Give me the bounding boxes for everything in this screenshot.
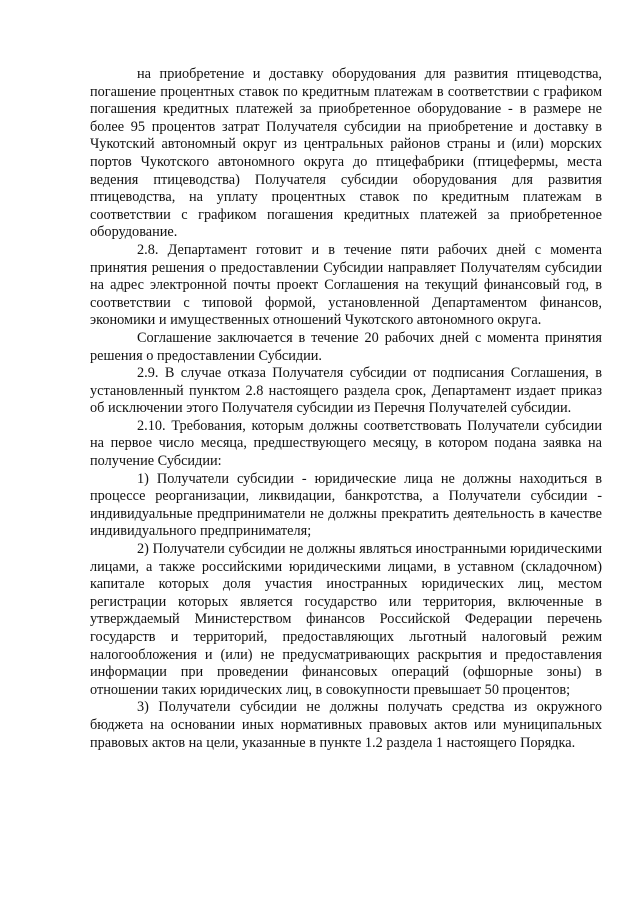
paragraph-agreement-term: Соглашение заключается в течение 20 рабочих дней с момента принятия решения о предоставлении Субсидии. — [90, 329, 602, 364]
paragraph-2-8: 2.8. Департамент готовит и в течение пяти рабочих дней с момента принятия решения о предоставлении Субсидии направляет Получателям субсидии на адрес электронной почты проект Соглашения на текущий финансовый год, в соответствии с типовой формой, установленной Департаментом финансов, экономики и имущественных отношений Чукотского автономного округа. — [90, 241, 602, 329]
document-page — [90, 66, 602, 752]
paragraph-continuation: на приобретение и доставку оборудования для развития птицеводства, погашение процентных ставок по кредитным платежам в соответствии с графиком погашения кредитных платежей за приобретенное оборудование - в размере не более 95 процентов затрат Получателя субсидии на приобретение и доставку в Чукотский автономный округ из центральных районов страны и (или) морских портов Чукотского автономного округа до птицефабрики (птицефермы, места ведения птицеводства) Получателя субсидии оборудования для развития птицеводства, на уплату процентных ставок по кредитным платежам в соответствии с графиком погашения кредитных платежей за приобретенное оборудование. — [90, 66, 602, 241]
paragraph-2-10: 2.10. Требования, которым должны соответствовать Получатели субсидии на первое число месяца, предшествующего месяцу, в котором подана заявка на получение Субсидии: — [90, 417, 602, 470]
paragraph-requirement-2: 2) Получатели субсидии не должны являться иностранными юридическими лицами, а также российскими юридическими лицами, в уставном (складочном) капитале которых доля участия иностранных юридических лиц, местом регистрации которых является государство или территория, включенные в утверждаемый Министерством финансов Российской Федерации перечень государств и территорий, предоставляющих льготный налоговый режим налогообложения и (или) не предусматривающих раскрытия и предоставления информации при проведении финансовых операций (офшорные зоны) в отношении таких юридических лиц, в совокупности превышает 50 процентов; — [90, 541, 602, 698]
paragraph-2-9: 2.9. В случае отказа Получателя субсидии от подписания Соглашения, в установленный пунктом 2.8 настоящего раздела срок, Департамент издает приказ об исключении этого Получателя субсидии из Перечня Получателей субсидии. — [90, 365, 602, 417]
paragraph-requirement-1: 1) Получатели субсидии - юридические лица не должны находиться в процессе реорганизации, ликвидации, банкротства, а Получатели субсидии - индивидуальные предприниматели не должны прекратить деятельность в качестве индивидуального предпринимателя; — [90, 470, 602, 540]
paragraph-requirement-3: 3) Получатели субсидии не должны получать средства из окружного бюджета на основании иных нормативных правовых актов или муниципальных правовых актов на цели, указанные в пункте 1.2 раздела 1 настоящего Порядка. — [90, 699, 602, 751]
